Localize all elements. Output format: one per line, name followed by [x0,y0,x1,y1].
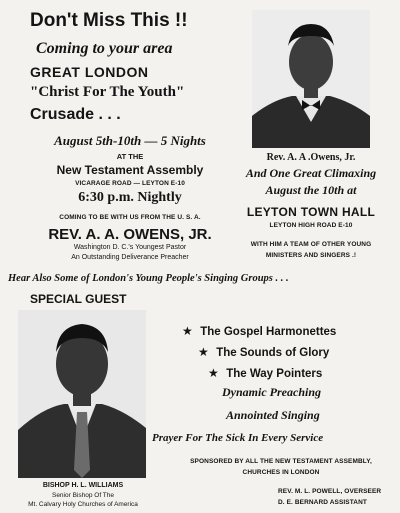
crusade-title: "Christ For The Youth" [30,84,185,100]
group-label: The Way Pointers [226,368,323,380]
signatory-2: D. E. BERNARD ASSISTANT [278,499,367,506]
speaker-line-1: Washington D. C.'s Youngest Pastor [73,244,187,251]
feature-annointed-singing: Annointed Singing [226,408,320,422]
speaker-name: REV. A. A. OWENS, JR. [48,226,212,243]
speaker-line-2: An Outstanding Deliverance Preacher [71,254,189,261]
hear-also: Hear Also Some of London's Young People's Singing Groups . . . [8,273,289,284]
feature-dynamic-preaching: Dynamic Preaching [222,385,321,399]
at-the: AT THE [116,152,144,161]
guest-title-1: Senior Bishop Of The [51,492,115,499]
special-guest: SPECIAL GUEST [30,292,127,306]
group-item [208,364,394,380]
coming-from-usa: COMING TO BE WITH US FROM THE U. S. A. [59,214,201,221]
team-line-1: WITH HIM A TEAM OF OTHER YOUNG [250,241,372,248]
group-label: The Sounds of Glory [216,347,330,359]
group-label: The Gospel Harmonettes [200,326,337,338]
signatory-1: REV. M. L. POWELL, OVERSEER [278,488,382,495]
crusade: Crusade . . . [30,106,121,123]
guest-name: BISHOP H. L. WILLIAMS [42,482,124,489]
sponsor-line-1: SPONSORED BY ALL THE NEW TESTAMENT ASSEMBLY, [190,458,372,465]
williams-photo [18,310,146,478]
climax-line-1: And One Great Climaxing [245,166,377,180]
owens-portrait-image [252,10,370,148]
climax-line-2: August the 10th at [265,183,357,197]
williams-portrait-image [18,310,146,478]
service-time: 6:30 p.m. Nightly [78,190,182,205]
headline: Don't Miss This !! [30,10,188,31]
prayer-line: Prayer For The Sick In Every Service [152,432,324,444]
owens-photo-caption: Rev. A. A .Owens, Jr. [266,152,356,163]
star-icon: ★ [198,345,209,359]
star-icon: ★ [208,366,219,380]
group-item [182,322,392,338]
sponsor-line-2: CHURCHES IN LONDON [242,469,320,476]
owens-photo [252,10,370,148]
leyton-town-hall: LEYTON TOWN HALL [246,205,376,219]
star-icon: ★ [182,324,193,338]
guest-title-2: Mt. Calvary Holy Churches of America [28,501,138,508]
hall-address: LEYTON HIGH ROAD E-10 [269,222,353,229]
venue-name: New Testament Assembly [56,163,204,177]
great-london: GREAT LONDON [30,64,149,80]
team-line-2: MINISTERS AND SINGERS .! [265,252,357,259]
crusade-dates: August 5th-10th — 5 Nights [54,133,206,148]
group-item [198,343,394,359]
venue-address: VICARAGE ROAD — LEYTON E-10 [75,180,185,187]
coming-to-area: Coming to your area [36,40,173,57]
